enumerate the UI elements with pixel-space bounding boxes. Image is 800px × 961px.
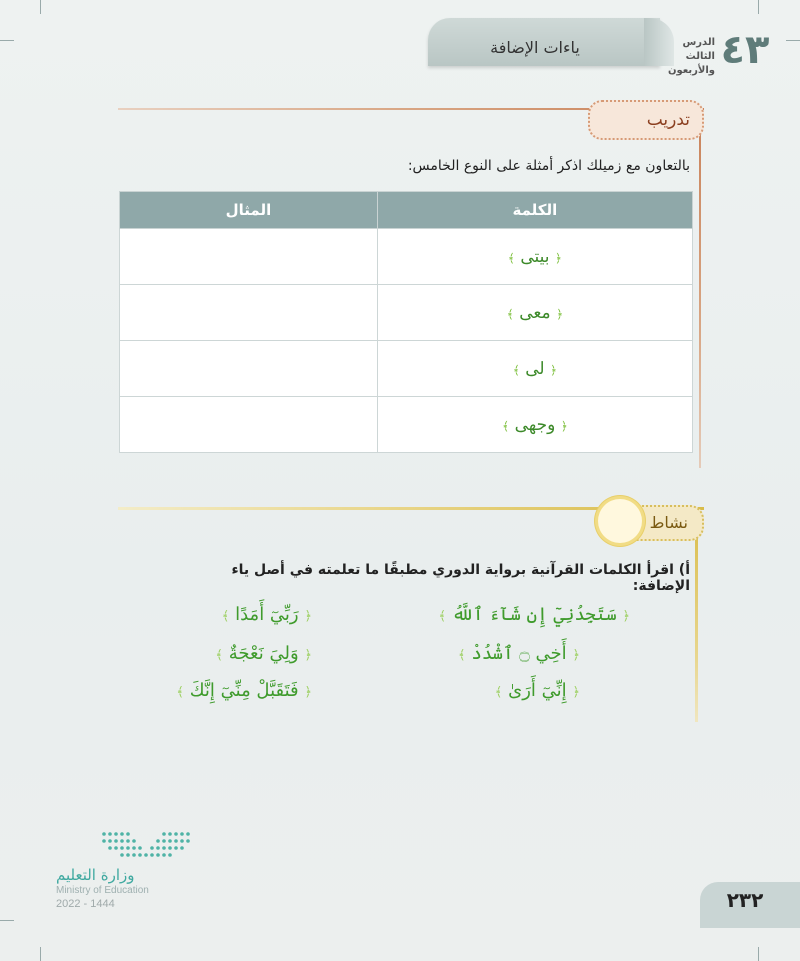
crop-mark [40, 947, 41, 961]
training-badge: تدريب [588, 100, 704, 140]
example-cell[interactable] [120, 397, 378, 453]
verse-item: ﴿ إِنِّيٓ أَرَىٰ ﴾ [494, 680, 580, 701]
crop-mark [786, 40, 800, 41]
word-cell: ﴿ لى ﴾ [377, 341, 692, 397]
word-cell: ﴿ بيتى ﴾ [377, 229, 692, 285]
verse-item: ﴿ فَتَقَبَّلْ مِنِّيٓ إِنَّكَ ﴾ [176, 680, 312, 701]
lesson-label [655, 36, 715, 78]
word-cell: ﴿ وجهى ﴾ [377, 397, 692, 453]
table-row [120, 341, 693, 397]
table-row [120, 229, 693, 285]
lesson-label-line1: الدرس الثالث [682, 37, 715, 62]
ministry-name-ar: وزارة التعليم [56, 866, 135, 884]
example-cell[interactable] [120, 229, 378, 285]
lesson-number: ٤٣ [720, 27, 770, 73]
flower-icon [598, 499, 642, 543]
crop-mark [40, 0, 41, 14]
crop-mark [0, 920, 14, 921]
crop-mark [0, 40, 14, 41]
activity-question: أ) اقرأ الكلمات القرآنية برواية الدوري مطبقًا ما تعلمته في أصل ياء الإضافة: [231, 562, 690, 594]
training-instruction: بالتعاون مع زميلك اذكر أمثلة على النوع الخامس: [407, 158, 690, 174]
lesson-label-line2: والأربعون [667, 65, 715, 76]
col-header-example: المثال [120, 192, 378, 229]
words-table [119, 191, 693, 453]
word-cell: ﴿ معى ﴾ [377, 285, 692, 341]
verse-item: ﴿ أَخِي ۝ ٱشْدُدْ ﴾ [457, 643, 580, 664]
verse-item: ﴿ سَتَجِدُنِيٓ إِن شَآءَ ٱللَّهُ ﴾ [438, 604, 630, 625]
activity-badge: نشاط [600, 505, 704, 541]
crop-mark [758, 0, 759, 14]
lesson-title: ياءات الإضافة [490, 38, 580, 57]
training-rule-side [699, 108, 701, 468]
page-number: ٢٣٢ [726, 888, 764, 912]
edition-year: 2022 - 1444 [56, 898, 115, 910]
example-cell[interactable] [120, 285, 378, 341]
crop-mark [758, 947, 759, 961]
verse-item: ﴿ وَلِيَ نَعْجَةٌ ﴾ [215, 643, 312, 664]
ministry-name-en: Ministry of Education [56, 885, 149, 896]
col-header-word: الكلمة [377, 192, 692, 229]
table-row [120, 397, 693, 453]
example-cell[interactable] [120, 341, 378, 397]
verse-item: ﴿ رَبِّيٓ أَمَدًا ﴾ [221, 604, 312, 625]
table-row [120, 285, 693, 341]
ministry-logo-icon [100, 830, 192, 862]
